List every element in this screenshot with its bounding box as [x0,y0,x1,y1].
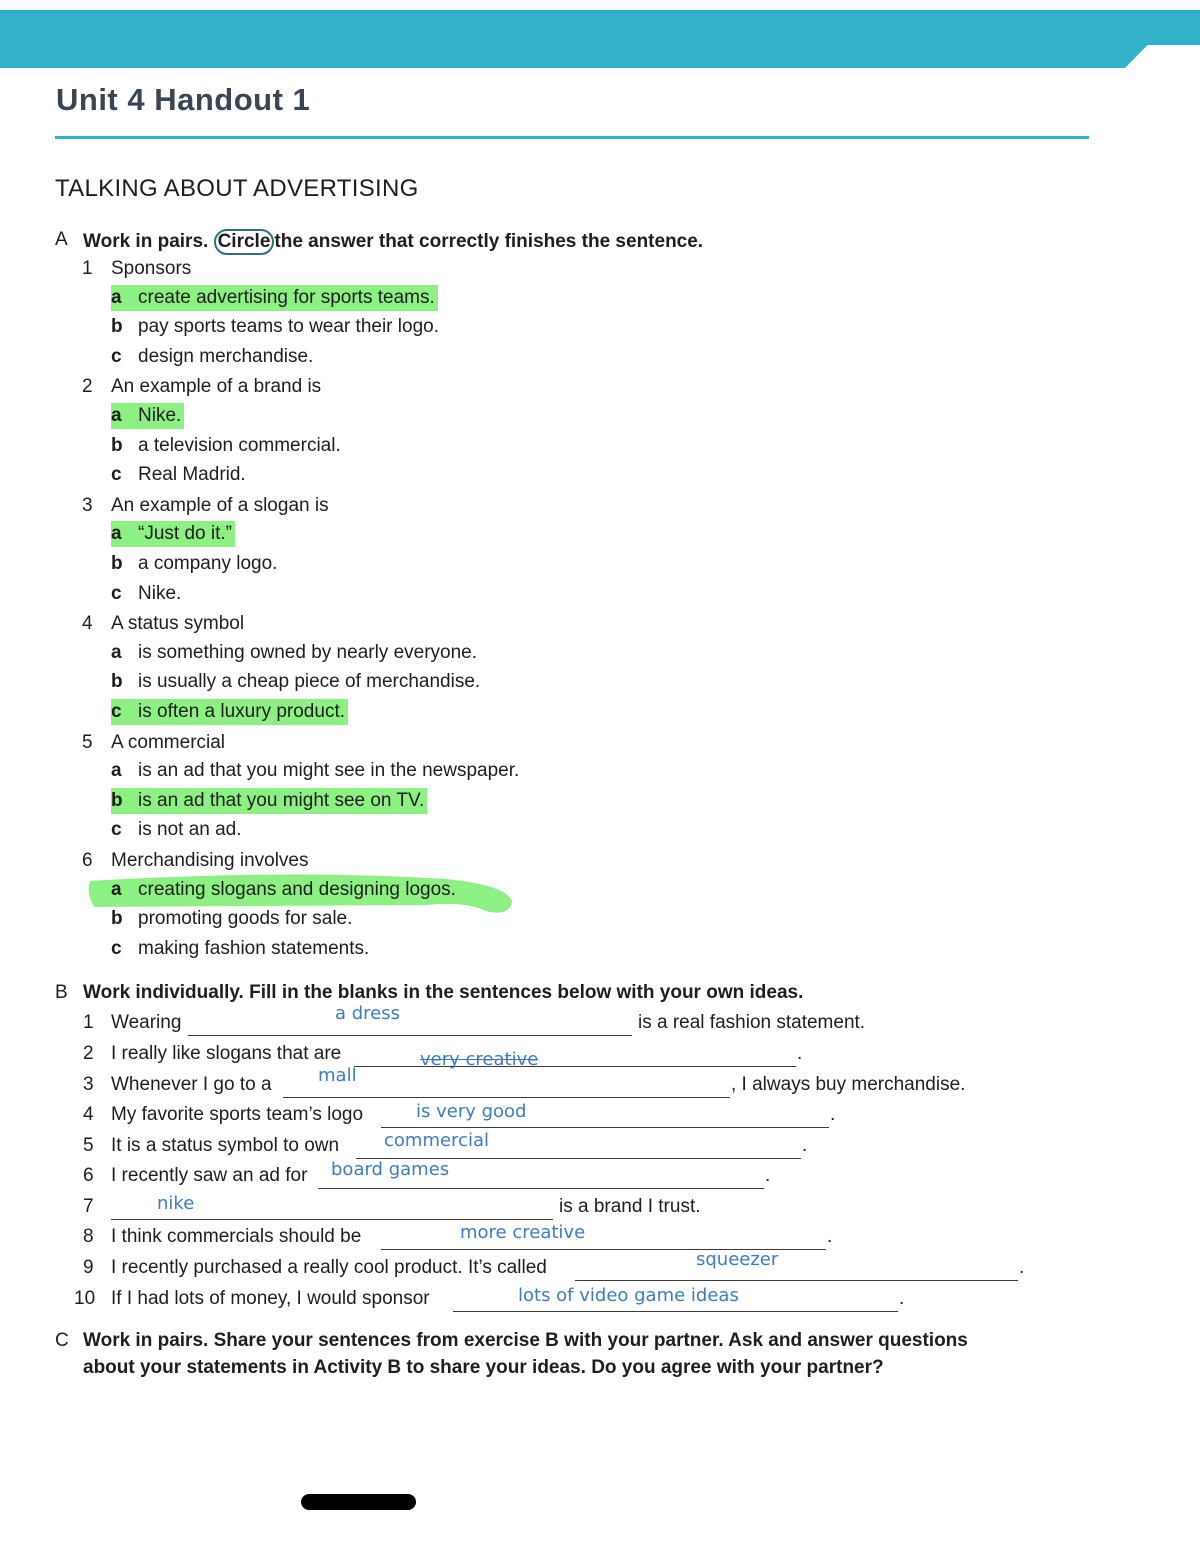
answer-blank-line [575,1280,1018,1281]
item-number: 4 [83,1104,94,1125]
answer-option[interactable] [111,669,480,695]
handwritten-answer[interactable]: nike [157,1193,195,1214]
answer-blank-line [188,1035,632,1036]
item-number: 1 [83,1012,94,1033]
redaction-bar [301,1494,416,1510]
item-number: 5 [83,1135,94,1156]
part-c-letter: C [55,1330,69,1351]
option-text: “Just do it.” [138,523,232,545]
item-number: 9 [83,1257,94,1278]
title-divider [55,136,1089,139]
part-c-instruction-line2: about your statements in Activity B to share your ideas. Do you agree with your partner? [83,1357,884,1378]
question-text: Merchandising involves [111,850,309,871]
answer-option[interactable] [111,640,477,666]
answer-blank-line [453,1311,898,1312]
option-letter: a [111,286,122,308]
circled-word: Circle [214,229,275,255]
item-number: 7 [83,1196,94,1217]
handwritten-answer[interactable]: a dress [335,1003,401,1024]
item-prompt: Whenever I go to a [111,1074,272,1095]
question-number: 5 [82,731,93,753]
handwritten-answer[interactable]: mall [318,1065,357,1086]
question-text: An example of a slogan is [111,494,329,516]
answer-option[interactable] [111,433,341,459]
part-a-letter: A [55,229,68,250]
item-suffix: . [830,1104,836,1125]
option-text: is often a luxury product. [138,701,345,722]
option-text: a television commercial. [138,434,341,456]
handwritten-answer[interactable]: board games [331,1159,450,1180]
answer-blank-line [381,1127,829,1128]
item-number: 8 [83,1226,94,1247]
item-prompt: I really like slogans that are [111,1043,342,1064]
question-text: An example of a brand is [111,376,322,398]
handwritten-answer[interactable]: squeezer [696,1249,779,1270]
answer-option-selected[interactable] [111,521,235,547]
part-b-instruction: Work individually. Fill in the blanks in the sentences below with your own ideas. [83,982,804,1003]
option-text: is not an ad. [138,819,242,841]
answer-blank-line [111,1219,553,1220]
part-a-instruction-end: the answer that correctly finishes the sentence. [274,231,704,252]
option-letter: c [111,937,122,959]
handwritten-answer[interactable]: commercial [384,1130,489,1151]
item-prompt: I recently purchased a really cool product. It’s called [111,1257,547,1278]
part-c-instruction-line1: Work in pairs. Share your sentences from exercise B with your partner. Ask and answer questions [83,1330,968,1351]
item-prompt: If I had lots of money, I would sponsor [111,1288,430,1309]
option-text: is something owned by nearly everyone. [138,641,478,663]
answer-option[interactable] [111,906,352,932]
item-suffix: . [899,1288,905,1309]
item-prompt: My favorite sports team’s logo [111,1104,364,1125]
option-letter: a [111,405,122,426]
answer-option-selected[interactable] [111,699,348,725]
option-letter: a [111,641,122,663]
header-band [0,10,1200,68]
item-suffix: . [1019,1257,1025,1278]
item-suffix: . [797,1043,803,1064]
answer-blank-line [318,1188,764,1189]
option-letter: a [111,523,122,545]
item-suffix: , I always buy merchandise. [731,1074,966,1095]
answer-option[interactable] [111,462,246,488]
option-letter: c [111,582,122,604]
question-text: Sponsors [111,258,192,279]
question-number: 4 [82,613,93,635]
item-number: 3 [83,1074,94,1095]
answer-option[interactable] [111,817,242,843]
item-prompt: I think commercials should be [111,1226,362,1247]
answer-option[interactable] [111,314,439,340]
option-letter: a [111,760,122,782]
option-text: is an ad that you might see on TV. [138,789,425,811]
question-number: 6 [82,850,93,871]
answer-option[interactable] [111,936,369,962]
page-title: Unit 4 Handout 1 [56,82,311,117]
answer-option-selected[interactable] [111,877,456,903]
option-text: design merchandise. [138,345,314,367]
option-text: creating slogans and designing logos. [138,878,456,900]
item-suffix: is a brand I trust. [559,1196,701,1217]
part-a-instruction-start: Work in pairs. [83,231,209,252]
option-text: create advertising for sports teams. [138,286,435,308]
answer-option[interactable] [111,344,313,370]
option-text: Real Madrid. [138,464,246,486]
question-text: A status symbol [111,613,245,635]
option-text: promoting goods for sale. [138,908,353,930]
option-letter: c [111,819,122,841]
option-letter: b [111,434,123,456]
option-letter: c [111,345,122,367]
answer-option[interactable] [111,758,519,784]
item-number: 10 [74,1288,96,1309]
handwritten-answer[interactable]: more creative [460,1222,586,1243]
option-text: a company logo. [138,553,278,574]
question-number: 3 [82,494,93,516]
option-letter: b [111,908,123,930]
item-prompt: It is a status symbol to own [111,1135,340,1156]
question-number: 2 [82,376,93,398]
option-letter: a [111,878,122,900]
item-suffix: . [802,1135,808,1156]
option-text: is an ad that you might see in the newspaper. [138,760,520,782]
option-letter: b [111,553,123,574]
question-text: A commercial [111,731,226,753]
answer-blank-line [283,1097,730,1098]
item-suffix: . [765,1165,771,1186]
answer-option[interactable] [111,581,181,607]
option-text: Nike. [138,405,182,426]
answer-option-selected[interactable] [111,788,427,814]
item-number: 2 [83,1043,94,1064]
option-text: is usually a cheap piece of merchandise. [138,671,481,693]
option-letter: b [111,316,123,338]
item-suffix: is a real fashion statement. [638,1012,866,1033]
option-letter: b [111,789,123,811]
item-prompt: Wearing [111,1012,182,1033]
item-suffix: . [827,1226,833,1247]
handwritten-answer[interactable]: is very good [416,1101,527,1122]
option-letter: c [111,464,122,486]
answer-option[interactable] [111,551,277,577]
item-number: 6 [83,1165,94,1186]
section-heading: TALKING ABOUT ADVERTISING [55,175,419,202]
option-text: making fashion statements. [138,937,370,959]
handwritten-answer[interactable]: lots of video game ideas [518,1285,739,1306]
question-number: 1 [82,258,93,279]
part-a-instruction [83,229,703,255]
option-letter: c [111,701,122,722]
answer-option-selected[interactable] [111,403,184,429]
answer-option-selected[interactable] [111,285,438,311]
part-b-letter: B [55,982,68,1003]
option-text: pay sports teams to wear their logo. [138,316,439,338]
option-text: Nike. [138,582,182,604]
option-letter: b [111,671,123,693]
item-prompt: I recently saw an ad for [111,1165,308,1186]
handwritten-answer[interactable]: very creative [420,1049,539,1070]
